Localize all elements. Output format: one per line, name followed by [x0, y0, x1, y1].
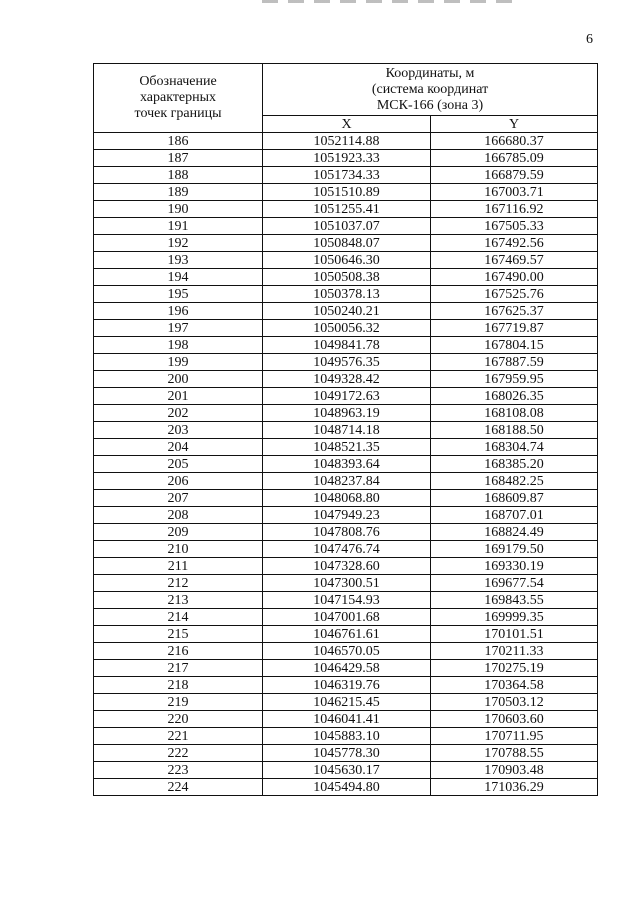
point-cell: 223 — [94, 762, 263, 779]
x-coordinate-cell: 1046761.61 — [263, 626, 431, 643]
x-coordinate-cell: 1050848.07 — [263, 235, 431, 252]
point-cell: 215 — [94, 626, 263, 643]
table-row — [94, 694, 598, 711]
point-cell: 195 — [94, 286, 263, 303]
point-cell: 189 — [94, 184, 263, 201]
header-coordinates — [263, 64, 598, 116]
x-coordinate-cell: 1050056.32 — [263, 320, 431, 337]
table-row — [94, 541, 598, 558]
x-coordinate-cell: 1045494.80 — [263, 779, 431, 796]
table-row — [94, 745, 598, 762]
point-cell: 198 — [94, 337, 263, 354]
x-coordinate-cell: 1050240.21 — [263, 303, 431, 320]
x-coordinate-cell: 1048963.19 — [263, 405, 431, 422]
table-row — [94, 303, 598, 320]
table-row — [94, 626, 598, 643]
x-coordinate-cell: 1046570.05 — [263, 643, 431, 660]
header-point-line: точек границы — [134, 106, 222, 121]
y-coordinate-cell: 170503.12 — [431, 694, 598, 711]
x-coordinate-cell: 1048237.84 — [263, 473, 431, 490]
point-cell: 217 — [94, 660, 263, 677]
x-coordinate-cell: 1050646.30 — [263, 252, 431, 269]
table-row — [94, 337, 598, 354]
table-row — [94, 456, 598, 473]
x-coordinate-cell: 1051510.89 — [263, 184, 431, 201]
x-coordinate-cell: 1049172.63 — [263, 388, 431, 405]
point-cell: 216 — [94, 643, 263, 660]
table-row — [94, 320, 598, 337]
table-row — [94, 507, 598, 524]
point-cell: 188 — [94, 167, 263, 184]
y-coordinate-cell: 168188.50 — [431, 422, 598, 439]
y-coordinate-cell: 168707.01 — [431, 507, 598, 524]
table-row — [94, 388, 598, 405]
point-cell: 190 — [94, 201, 263, 218]
y-coordinate-cell: 168304.74 — [431, 439, 598, 456]
point-cell: 207 — [94, 490, 263, 507]
table-row — [94, 439, 598, 456]
y-coordinate-cell: 168609.87 — [431, 490, 598, 507]
y-coordinate-cell: 166680.37 — [431, 133, 598, 150]
y-coordinate-cell: 169999.35 — [431, 609, 598, 626]
x-coordinate-cell: 1049328.42 — [263, 371, 431, 388]
point-cell: 208 — [94, 507, 263, 524]
x-coordinate-cell: 1048393.64 — [263, 456, 431, 473]
point-cell: 205 — [94, 456, 263, 473]
x-coordinate-cell: 1048714.18 — [263, 422, 431, 439]
y-coordinate-cell: 167490.00 — [431, 269, 598, 286]
table-row — [94, 405, 598, 422]
point-cell: 199 — [94, 354, 263, 371]
y-coordinate-cell: 167887.59 — [431, 354, 598, 371]
x-coordinate-cell: 1049841.78 — [263, 337, 431, 354]
x-coordinate-cell: 1047949.23 — [263, 507, 431, 524]
table-row — [94, 575, 598, 592]
table-row — [94, 473, 598, 490]
header-coords-line: (система координат — [371, 81, 489, 97]
table-row — [94, 490, 598, 507]
table-row — [94, 286, 598, 303]
point-cell: 218 — [94, 677, 263, 694]
table-row — [94, 558, 598, 575]
point-cell: 214 — [94, 609, 263, 626]
point-cell: 221 — [94, 728, 263, 745]
y-coordinate-cell: 167492.56 — [431, 235, 598, 252]
header-point-designation — [94, 64, 263, 133]
y-coordinate-cell: 168108.08 — [431, 405, 598, 422]
point-cell: 187 — [94, 150, 263, 167]
y-coordinate-cell: 167525.76 — [431, 286, 598, 303]
y-coordinate-cell: 168026.35 — [431, 388, 598, 405]
point-cell: 196 — [94, 303, 263, 320]
table-row — [94, 269, 598, 286]
y-coordinate-cell: 167003.71 — [431, 184, 598, 201]
x-coordinate-cell: 1045883.10 — [263, 728, 431, 745]
header-x: X — [263, 116, 431, 133]
point-cell: 200 — [94, 371, 263, 388]
header-coords-line: Координаты, м — [385, 65, 475, 81]
table-row — [94, 201, 598, 218]
point-cell: 193 — [94, 252, 263, 269]
table-row — [94, 677, 598, 694]
y-coordinate-cell: 170711.95 — [431, 728, 598, 745]
y-coordinate-cell: 170364.58 — [431, 677, 598, 694]
point-cell: 220 — [94, 711, 263, 728]
table-row — [94, 354, 598, 371]
y-coordinate-cell: 169843.55 — [431, 592, 598, 609]
table-row — [94, 184, 598, 201]
point-cell: 186 — [94, 133, 263, 150]
point-cell: 201 — [94, 388, 263, 405]
x-coordinate-cell: 1051923.33 — [263, 150, 431, 167]
y-coordinate-cell: 168482.25 — [431, 473, 598, 490]
y-coordinate-cell: 167719.87 — [431, 320, 598, 337]
y-coordinate-cell: 171036.29 — [431, 779, 598, 796]
y-coordinate-cell: 166879.59 — [431, 167, 598, 184]
x-coordinate-cell: 1047154.93 — [263, 592, 431, 609]
y-coordinate-cell: 170211.33 — [431, 643, 598, 660]
y-coordinate-cell: 167469.57 — [431, 252, 598, 269]
x-coordinate-cell: 1046429.58 — [263, 660, 431, 677]
x-coordinate-cell: 1050378.13 — [263, 286, 431, 303]
y-coordinate-cell: 170101.51 — [431, 626, 598, 643]
point-cell: 191 — [94, 218, 263, 235]
point-cell: 194 — [94, 269, 263, 286]
x-coordinate-cell: 1047328.60 — [263, 558, 431, 575]
table-row — [94, 779, 598, 796]
x-coordinate-cell: 1051255.41 — [263, 201, 431, 218]
point-cell: 222 — [94, 745, 263, 762]
point-cell: 203 — [94, 422, 263, 439]
x-coordinate-cell: 1050508.38 — [263, 269, 431, 286]
x-coordinate-cell: 1047001.68 — [263, 609, 431, 626]
x-coordinate-cell: 1049576.35 — [263, 354, 431, 371]
table-row — [94, 728, 598, 745]
point-cell: 206 — [94, 473, 263, 490]
table-row — [94, 252, 598, 269]
y-coordinate-cell: 168824.49 — [431, 524, 598, 541]
table-row — [94, 422, 598, 439]
point-cell: 219 — [94, 694, 263, 711]
y-coordinate-cell: 168385.20 — [431, 456, 598, 473]
point-cell: 210 — [94, 541, 263, 558]
table-body — [94, 133, 598, 796]
x-coordinate-cell: 1046319.76 — [263, 677, 431, 694]
x-coordinate-cell: 1047808.76 — [263, 524, 431, 541]
x-coordinate-cell: 1047476.74 — [263, 541, 431, 558]
x-coordinate-cell: 1048068.80 — [263, 490, 431, 507]
scan-artifact-marks — [262, 0, 512, 3]
table-row — [94, 524, 598, 541]
table-row — [94, 235, 598, 252]
point-cell: 224 — [94, 779, 263, 796]
x-coordinate-cell: 1052114.88 — [263, 133, 431, 150]
header-coords-line: МСК-166 (зона 3) — [376, 97, 484, 113]
x-coordinate-cell: 1051037.07 — [263, 218, 431, 235]
page-number: 6 — [586, 32, 593, 47]
table-row — [94, 711, 598, 728]
y-coordinate-cell: 167505.33 — [431, 218, 598, 235]
table-row — [94, 592, 598, 609]
y-coordinate-cell: 169330.19 — [431, 558, 598, 575]
table-row — [94, 643, 598, 660]
x-coordinate-cell: 1045630.17 — [263, 762, 431, 779]
y-coordinate-cell: 170788.55 — [431, 745, 598, 762]
table-row — [94, 133, 598, 150]
y-coordinate-cell: 170275.19 — [431, 660, 598, 677]
x-coordinate-cell: 1051734.33 — [263, 167, 431, 184]
table-row — [94, 762, 598, 779]
x-coordinate-cell: 1046041.41 — [263, 711, 431, 728]
x-coordinate-cell: 1045778.30 — [263, 745, 431, 762]
table-row — [94, 609, 598, 626]
y-coordinate-cell: 167804.15 — [431, 337, 598, 354]
point-cell: 202 — [94, 405, 263, 422]
x-coordinate-cell: 1046215.45 — [263, 694, 431, 711]
y-coordinate-cell: 169179.50 — [431, 541, 598, 558]
point-cell: 204 — [94, 439, 263, 456]
y-coordinate-cell: 167625.37 — [431, 303, 598, 320]
table-row — [94, 218, 598, 235]
point-cell: 197 — [94, 320, 263, 337]
point-cell: 213 — [94, 592, 263, 609]
point-cell: 212 — [94, 575, 263, 592]
y-coordinate-cell: 167116.92 — [431, 201, 598, 218]
point-cell: 211 — [94, 558, 263, 575]
header-point-line: Обозначение — [139, 74, 217, 89]
table-row — [94, 150, 598, 167]
x-coordinate-cell: 1048521.35 — [263, 439, 431, 456]
boundary-coordinates-table — [93, 63, 598, 796]
y-coordinate-cell: 166785.09 — [431, 150, 598, 167]
header-y: Y — [431, 116, 598, 133]
point-cell: 192 — [94, 235, 263, 252]
table-row — [94, 371, 598, 388]
point-cell: 209 — [94, 524, 263, 541]
table-row — [94, 660, 598, 677]
y-coordinate-cell: 170603.60 — [431, 711, 598, 728]
header-point-line: характерных — [139, 90, 217, 105]
y-coordinate-cell: 170903.48 — [431, 762, 598, 779]
y-coordinate-cell: 167959.95 — [431, 371, 598, 388]
x-coordinate-cell: 1047300.51 — [263, 575, 431, 592]
y-coordinate-cell: 169677.54 — [431, 575, 598, 592]
table-row — [94, 167, 598, 184]
